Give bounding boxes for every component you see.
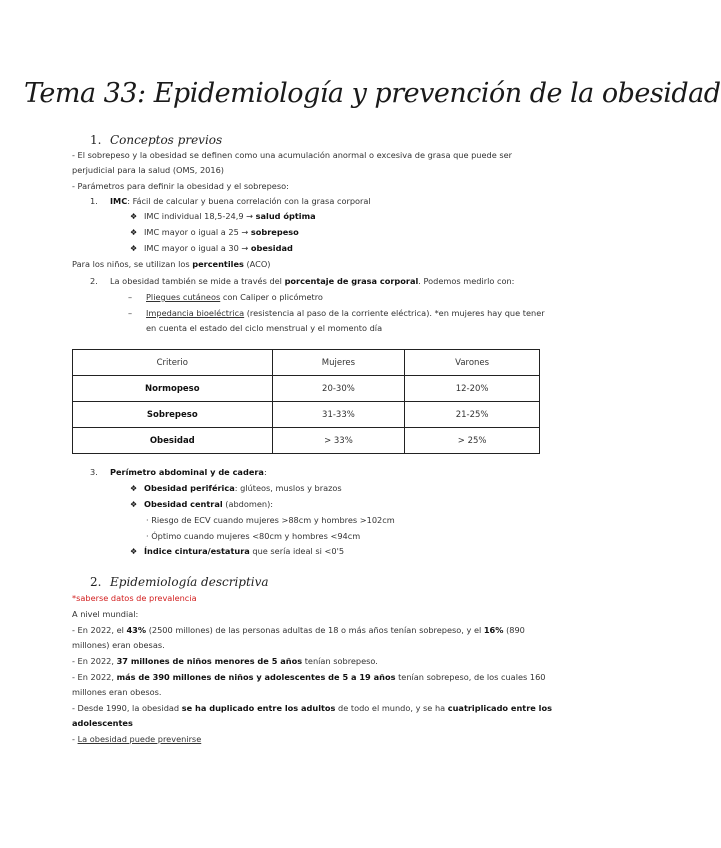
list-item-optimal: · Óptimo cuando mujeres <80cm y hombres <94cm: [146, 531, 361, 541]
list-item-imc-optimal: ❖ IMC individual 18,5-24,9 → salud óptima: [130, 211, 316, 221]
list-item-waist-height: ❖ Índice cintura/estatura que sería ideal si <0'5: [130, 546, 345, 556]
paragraph-adults-cont: millones) eran obesas.: [72, 640, 165, 650]
list-item-body-fat: 2. La obesidad también se mide a través del porcentaje de grasa corporal. Podemos medirlo con:: [90, 276, 515, 286]
diamond-bullet-icon: ❖: [130, 547, 138, 556]
table-cell: > 25%: [405, 428, 540, 454]
list-item-imc-obesity: ❖ IMC mayor o igual a 30 → obesidad: [130, 243, 293, 253]
paragraph-adolescents: - En 2022, más de 390 millones de niños y adolescentes de 5 a 19 años tenían sobrepeso, de los cuales 160: [72, 672, 546, 682]
table-cell: 31-33%: [272, 402, 405, 428]
table-header-row: [73, 350, 540, 376]
paragraph-since-1990: - Desde 1990, la obesidad se ha duplicado entre los adultos de todo el mundo, y se ha cuatriplicado entre los: [72, 703, 552, 713]
body-fat-table: [72, 349, 540, 454]
paragraph-under5: - En 2022, 37 millones de niños menores de 5 años tenían sobrepeso.: [72, 656, 378, 666]
list-item-imc: 1. IMC: Fácil de calcular y buena correlación con la grasa corporal: [90, 196, 371, 206]
section-heading-2: 2. Epidemiología descriptiva: [90, 575, 269, 589]
table-header: Mujeres: [272, 350, 405, 376]
list-item-risk: · Riesgo de ECV cuando mujeres >88cm y hombres >102cm: [146, 515, 395, 525]
table-cell: Sobrepeso: [73, 402, 273, 428]
diamond-bullet-icon: ❖: [130, 484, 138, 493]
table-cell: Obesidad: [73, 428, 273, 454]
list-item-peripheral: ❖ Obesidad periférica: glúteos, muslos y brazos: [130, 483, 342, 493]
table-row: [73, 376, 540, 402]
table-cell: > 33%: [272, 428, 405, 454]
diamond-bullet-icon: ❖: [130, 212, 138, 221]
table-header: Varones: [405, 350, 540, 376]
list-item-imc-overweight: ❖ IMC mayor o igual a 25 → sobrepeso: [130, 227, 299, 237]
diamond-bullet-icon: ❖: [130, 228, 138, 237]
paragraph-parameters: - Parámetros para definir la obesidad y el sobrepeso:: [72, 181, 289, 191]
list-item-skinfolds: – Pliegues cutáneos con Caliper o plicómetro: [128, 292, 323, 302]
list-item-bioimpedance: – Impedancia bioeléctrica (resistencia al paso de la corriente eléctrica). *en mujeres hay que tener: [128, 308, 545, 318]
paragraph-children: Para los niños, se utilizan los percentiles (ACO): [72, 259, 271, 269]
dash-bullet: –: [128, 292, 133, 302]
paragraph-world: A nivel mundial:: [72, 609, 139, 619]
list-item-waist: 3. Perímetro abdominal y de cadera:: [90, 467, 267, 477]
paragraph-since-1990-cont: adolescentes: [72, 718, 133, 728]
table-cell: 12-20%: [405, 376, 540, 402]
list-item-central: ❖ Obesidad central (abdomen):: [130, 499, 274, 509]
table-cell: Normopeso: [73, 376, 273, 402]
table-header: Criterio: [73, 350, 273, 376]
table-cell: 20-30%: [272, 376, 405, 402]
paragraph-definition-cont: perjudicial para la salud (OMS, 2016): [72, 165, 224, 175]
diamond-bullet-icon: ❖: [130, 244, 138, 253]
diamond-bullet-icon: ❖: [130, 500, 138, 509]
section-heading-1: 1. Conceptos previos: [90, 133, 223, 147]
paragraph-definition: - El sobrepeso y la obesidad se definen como una acumulación anormal o excesiva de grasa que puede ser: [72, 150, 513, 160]
dash-bullet: –: [128, 308, 133, 318]
list-item-bioimpedance-cont: en cuenta el estado del ciclo menstrual y el momento día: [146, 323, 383, 333]
note-prevalence: *saberse datos de prevalencia: [72, 593, 197, 603]
page-title: Tema 33: Epidemiología y prevención de la obesidad: [24, 78, 721, 109]
paragraph-adolescents-cont: millones eran obesos.: [72, 687, 162, 697]
paragraph-adults: - En 2022, el 43% (2500 millones) de las personas adultas de 18 o más años tenían sobrepeso, y el 16% (890: [72, 625, 525, 635]
table-cell: 21-25%: [405, 402, 540, 428]
paragraph-prevention: - La obesidad puede prevenirse: [72, 734, 202, 744]
table-row: [73, 428, 540, 454]
table-row: [73, 402, 540, 428]
